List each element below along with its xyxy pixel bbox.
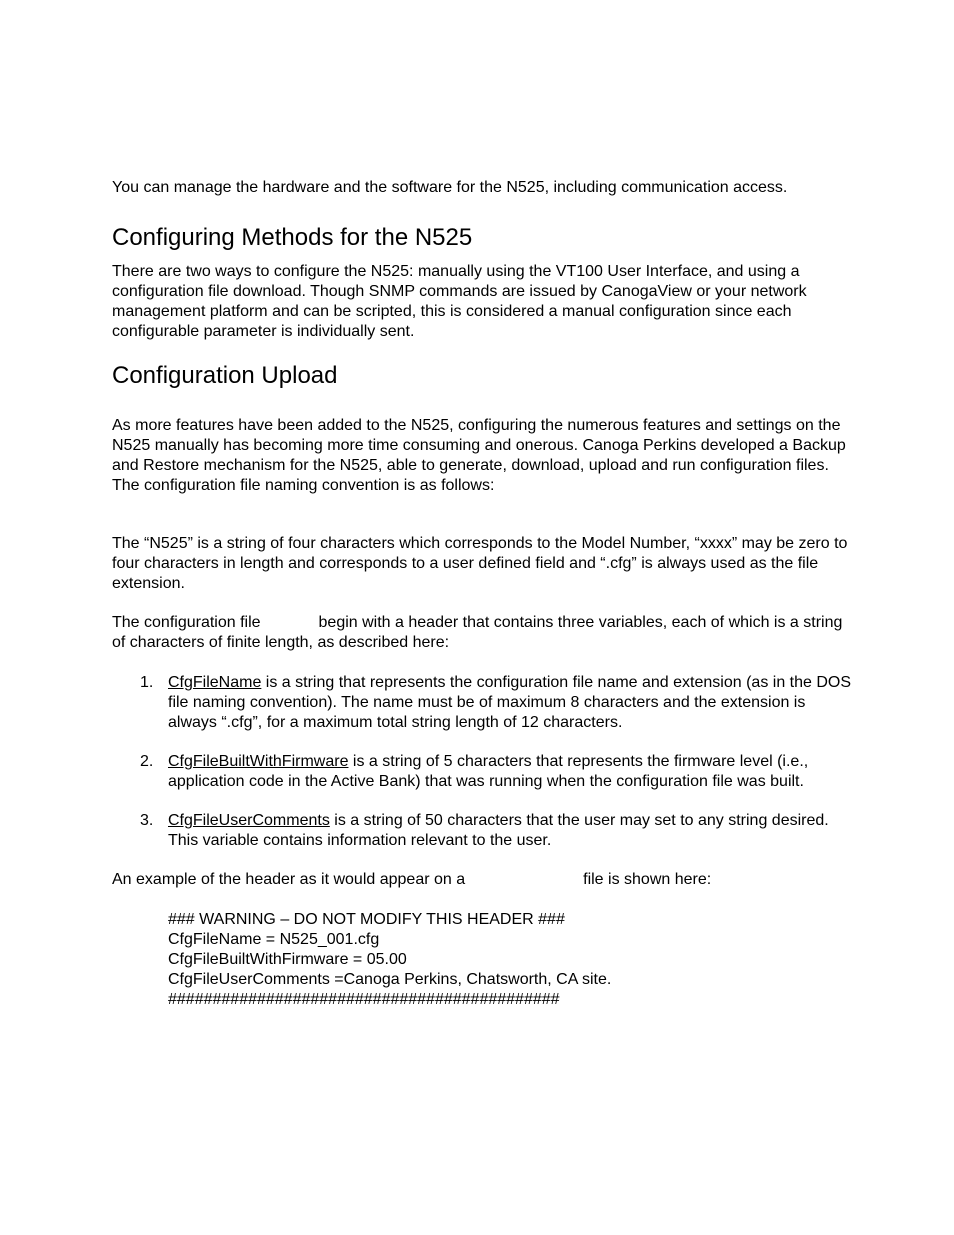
configuration-upload-paragraph: As more features have been added to the N525, configuring the numerous features and settings on the N525 manually has becoming more time consuming and onerous. Canoga Perkins developed a Backup and Restore mechanism for the N525, able to generate, download, upload and run configuration files. The configuration file naming convention is as follows: xyxy=(112,417,846,494)
list-item-text: is a string of 50 characters that the user may set to any string desired. This variable contains information relevant to the user. xyxy=(168,812,829,849)
header-variables-paragraph xyxy=(112,613,852,653)
list-item-term: CfgFileUserComments xyxy=(168,812,330,829)
list-item-number: 2. xyxy=(140,753,154,770)
list-item-number: 1. xyxy=(140,674,154,691)
header-variables-text-start: The configuration file xyxy=(112,614,261,631)
list-item xyxy=(112,811,852,851)
section-heading-configuring-methods: Configuring Methods for the N525 xyxy=(112,224,473,251)
header-line: ### WARNING – DO NOT MODIFY THIS HEADER ### xyxy=(168,911,565,928)
naming-convention-paragraph: The “N525” is a string of four characters which corresponds to the Model Number, “xxxx” may be zero to four characters in length and corresponds to a user defined field and “.cfg” is always used as the file extension. xyxy=(112,535,848,592)
document-page xyxy=(112,0,852,1010)
section-heading-configuration-upload: Configuration Upload xyxy=(112,362,338,389)
header-example-text-start: An example of the header as it would appear on a xyxy=(112,871,466,888)
header-line: CfgFileUserComments =Canoga Perkins, Chatsworth, CA site. xyxy=(168,971,612,988)
list-item xyxy=(112,752,852,792)
header-line: ############################################ xyxy=(168,991,560,1008)
intro-paragraph: You can manage the hardware and the software for the N525, including communication access. xyxy=(112,179,788,196)
header-example-text-end: file is shown here: xyxy=(583,871,712,888)
header-line: CfgFileBuiltWithFirmware = 05.00 xyxy=(168,951,407,968)
list-item-term: CfgFileBuiltWithFirmware xyxy=(168,753,349,770)
list-item-term: CfgFileName xyxy=(168,674,262,691)
list-item xyxy=(112,673,852,733)
list-item-number: 3. xyxy=(140,812,154,829)
header-variables-text-end: begin with a header that contains three variables, each of which is a string of characters of finite length, as described here: xyxy=(112,614,843,651)
header-variables-list xyxy=(112,673,852,851)
list-item-text: is a string of 5 characters that represents the firmware level (i.e., application code in the Active Bank) that was running when the configuration file was built. xyxy=(168,753,809,790)
header-example-block xyxy=(168,910,852,1010)
header-line: CfgFileName = N525_001.cfg xyxy=(168,931,380,948)
configuring-methods-paragraph: There are two ways to configure the N525: manually using the VT100 User Interface, and using a configuration file download. Though SNMP commands are issued by CanogaView or your network management platform and can be scripted, this is considered a manual configuration since each configurable parameter is individually sent. xyxy=(112,263,807,340)
list-item-text: is a string that represents the configuration file name and extension (as in the DOS file naming convention). The name must be of maximum 8 characters and the extension is always “.cfg”, for a maximum total string length of 12 characters. xyxy=(168,674,852,731)
header-example-intro xyxy=(112,870,852,890)
